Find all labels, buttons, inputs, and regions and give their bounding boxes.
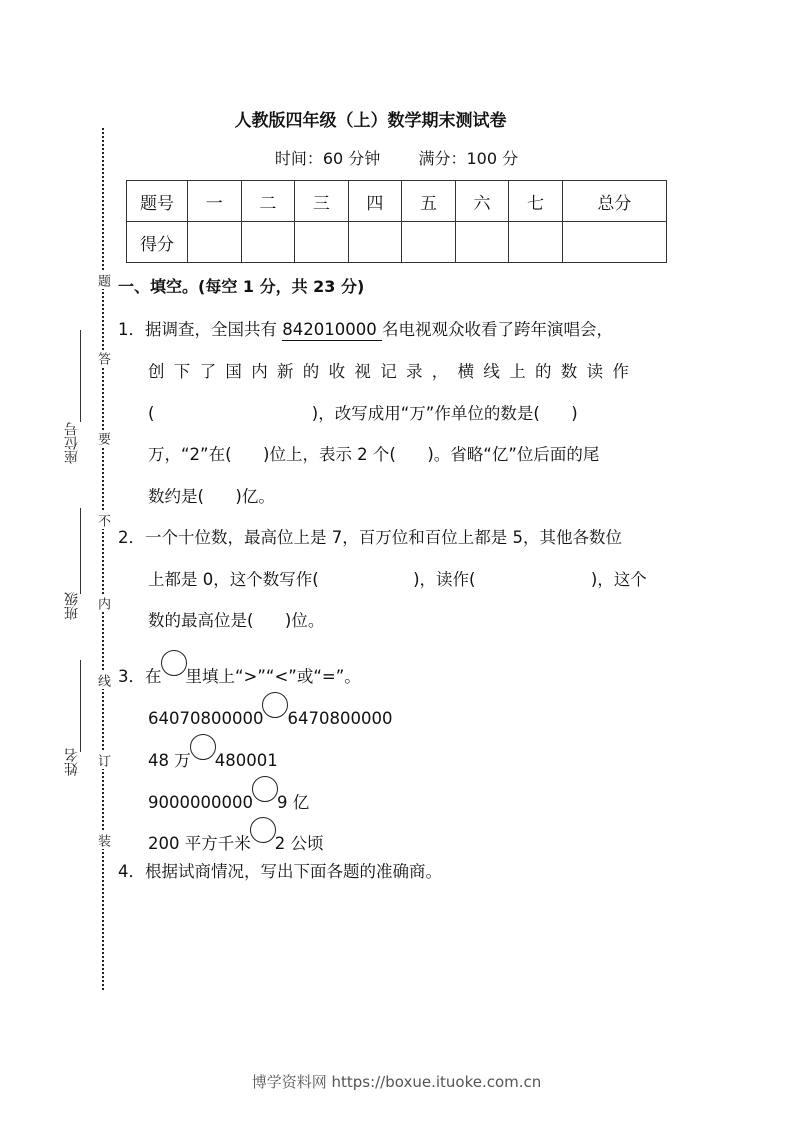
question-number: 4． <box>118 862 145 881</box>
name-label: 姓名 <box>64 748 80 776</box>
exam-title: 人教版四年级（上）数学期末测试卷 <box>234 111 507 131</box>
score-cell[interactable] <box>402 222 456 263</box>
circle-icon <box>161 650 187 676</box>
answer-circle[interactable] <box>250 817 276 843</box>
header-cell: 六 <box>455 181 509 222</box>
question-1-line-4[interactable]: 万，“2”在( )位上，表示 2 个( )。省略“亿”位后面的尾 <box>148 445 600 464</box>
seal-char: 订 <box>95 754 110 767</box>
seal-char: 装 <box>95 834 110 847</box>
question-number: 1． <box>118 320 145 339</box>
question-2-line-2[interactable]: 上都是 0，这个数写作( )，读作( )，这个 <box>148 570 647 589</box>
seal-char: 要 <box>95 432 110 445</box>
answer-circle[interactable] <box>252 776 278 802</box>
score-table <box>126 180 667 263</box>
exam-subtitle <box>0 146 793 169</box>
footer-watermark: 博学资料网 https://boxue.ituoke.com.cn <box>251 1073 542 1091</box>
score-cell[interactable] <box>509 222 563 263</box>
question-1-line-1: 1．据调查，全国共有 842010000 名电视观众收看了跨年演唱会， <box>118 320 613 339</box>
score-row-label: 得分 <box>127 222 188 263</box>
seal-char: 不 <box>95 514 110 527</box>
seat-number-blank[interactable] <box>80 330 81 422</box>
header-cell: 三 <box>295 181 349 222</box>
header-cell: 一 <box>188 181 242 222</box>
comparison-row: 9000000000 9 亿 <box>148 776 309 813</box>
question-2-line-3[interactable]: 数的最高位是( )位。 <box>148 611 325 630</box>
score-table-score-row <box>127 222 667 263</box>
question-2-line-1: 2．一个十位数，最高位上是 7，百万位和百位上都是 5，其他各数位 <box>118 528 622 547</box>
comparison-row: 64070800000 6470800000 <box>148 692 392 728</box>
score-cell[interactable] <box>295 222 349 263</box>
comparison-row: 48 万 480001 <box>148 734 278 771</box>
comparison-row: 200 平方千米 2 公顷 <box>148 817 324 854</box>
binding-dotted-line <box>102 128 104 990</box>
score-cell[interactable] <box>348 222 402 263</box>
question-1-line-2: 创下了国内新的收视记录，横线上的数读作 <box>148 362 639 381</box>
time-limit: 时间：60 分钟 <box>274 149 381 168</box>
score-cell[interactable] <box>188 222 242 263</box>
score-cell[interactable] <box>241 222 295 263</box>
underlined-number: 842010000 <box>282 320 382 339</box>
name-blank[interactable] <box>80 660 81 752</box>
question-1-line-5[interactable]: 数约是( )亿。 <box>148 487 275 506</box>
seat-number-label: 座位号 <box>64 422 80 464</box>
header-cell: 二 <box>241 181 295 222</box>
header-cell: 五 <box>402 181 456 222</box>
header-cell: 题号 <box>127 181 188 222</box>
class-blank[interactable] <box>80 508 81 594</box>
seal-char: 答 <box>95 352 110 365</box>
seal-char: 线 <box>95 674 110 687</box>
answer-circle[interactable] <box>190 734 216 760</box>
header-cell: 总分 <box>562 181 666 222</box>
header-cell: 四 <box>348 181 402 222</box>
question-4: 4．根据试商情况，写出下面各题的准确商。 <box>118 862 442 881</box>
question-number: 3． <box>118 667 145 686</box>
full-score: 满分：100 分 <box>418 149 519 168</box>
score-cell[interactable] <box>562 222 666 263</box>
question-3-intro: 3．在 里填上“>”“<”或“=”。 <box>118 650 361 687</box>
header-cell: 七 <box>509 181 563 222</box>
answer-circle[interactable] <box>262 692 288 718</box>
seal-char: 题 <box>95 274 110 287</box>
section-heading: 一、填空。(每空 1 分，共 23 分) <box>118 277 365 296</box>
seal-char: 内 <box>95 597 110 610</box>
question-1-line-3[interactable]: ( )，改写成用“万”作单位的数是( ) <box>148 404 578 423</box>
score-cell[interactable] <box>455 222 509 263</box>
score-table-header-row <box>127 181 667 222</box>
question-number: 2． <box>118 528 145 547</box>
class-label: 班级 <box>64 592 80 620</box>
